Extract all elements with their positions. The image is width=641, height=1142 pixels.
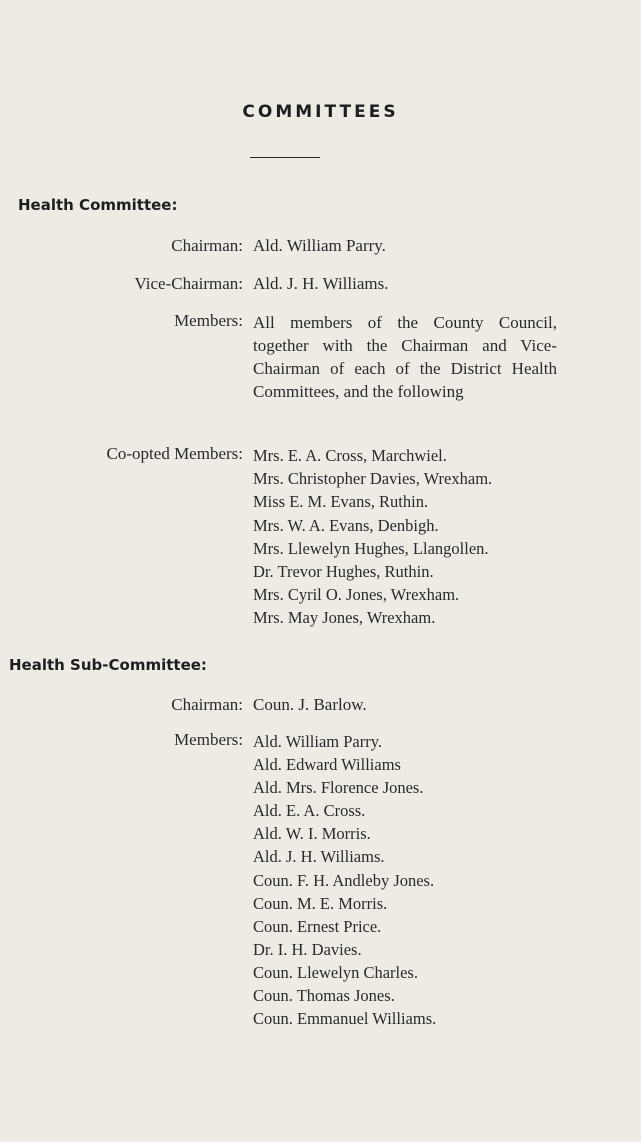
- list-item: Dr. I. H. Davies.: [253, 939, 362, 959]
- list-item: Coun. Ernest Price.: [253, 916, 382, 936]
- list-item: Coun. Llewelyn Charles.: [253, 962, 418, 982]
- members-label: Members:: [174, 311, 243, 330]
- sub-members-label: Members:: [174, 730, 243, 749]
- chairman-label: Chairman:: [171, 236, 243, 255]
- list-item: Miss E. M. Evans, Ruthin.: [253, 492, 429, 512]
- coopted-members-label: Co-opted Members:: [106, 444, 243, 463]
- coopted-members-list: [253, 444, 492, 630]
- health-committee-heading: Health Committee:: [18, 196, 178, 214]
- list-item: Mrs. E. A. Cross, Marchwiel.: [253, 446, 447, 465]
- list-item: Mrs. May Jones, Wrexham.: [253, 608, 436, 628]
- list-item: Ald. Edward Williams: [253, 755, 401, 775]
- sub-chairman-label: Chairman:: [171, 695, 243, 714]
- sub-chairman-name: Coun. J. Barlow.: [253, 695, 367, 714]
- title-divider: [250, 157, 320, 158]
- chairman-name: Ald. William Parry.: [253, 236, 386, 255]
- list-item: Ald. William Parry.: [253, 732, 383, 751]
- members-description: All members of the County Council, together with the Chairman and Vice-Chairman of each of the District Health Committees, and the following: [253, 313, 557, 401]
- list-item: Mrs. Christopher Davies, Wrexham.: [253, 469, 493, 489]
- list-item: Coun. Thomas Jones.: [253, 986, 395, 1006]
- sub-members-list: [253, 730, 436, 1030]
- vice-chairman-name: Ald. J. H. Williams.: [253, 274, 389, 293]
- list-item: Dr. Trevor Hughes, Ruthin.: [253, 562, 434, 582]
- list-item: Coun. M. E. Morris.: [253, 893, 388, 913]
- health-sub-committee-heading: Health Sub-Committee:: [9, 656, 207, 674]
- list-item: Ald. W. I. Morris.: [253, 824, 371, 844]
- list-item: Coun. Emmanuel Williams.: [253, 1009, 437, 1029]
- list-item: Mrs. W. A. Evans, Denbigh.: [253, 515, 439, 535]
- vice-chairman-label: Vice-Chairman:: [134, 274, 243, 293]
- list-item: Coun. F. H. Andleby Jones.: [253, 870, 435, 890]
- list-item: Mrs. Llewelyn Hughes, Llangollen.: [253, 538, 489, 558]
- list-item: Ald. Mrs. Florence Jones.: [253, 778, 424, 798]
- page-title: COMMITTEES: [242, 102, 399, 122]
- list-item: Mrs. Cyril O. Jones, Wrexham.: [253, 585, 460, 605]
- list-item: Ald. J. H. Williams.: [253, 847, 385, 867]
- list-item: Ald. E. A. Cross.: [253, 801, 366, 821]
